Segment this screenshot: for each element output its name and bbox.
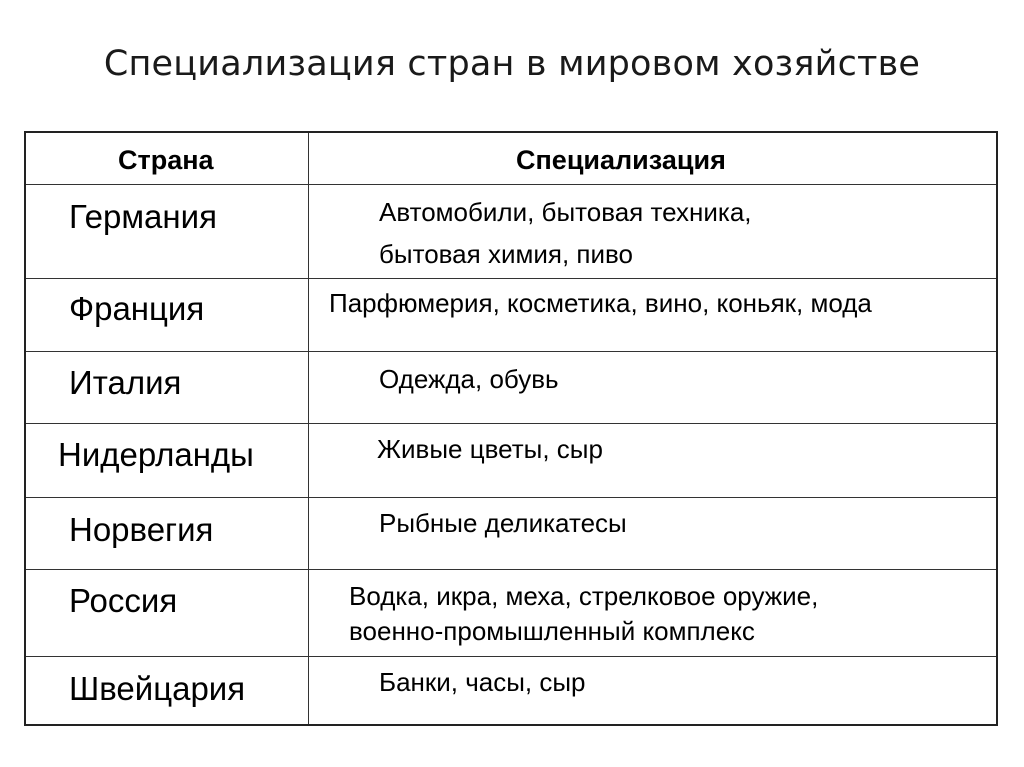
country-name: Норвегия xyxy=(69,511,214,548)
specialization-line: Автомобили, бытовая техника, xyxy=(379,197,752,227)
table-row xyxy=(26,352,996,424)
specialization-line: бытовая химия, пиво xyxy=(379,239,633,269)
table-row xyxy=(26,279,996,352)
specialization-line: Живые цветы, сыр xyxy=(377,434,603,464)
table-row xyxy=(26,185,996,279)
specialization-line: Одежда, обувь xyxy=(379,364,559,394)
table-row xyxy=(26,657,996,724)
table-row xyxy=(26,498,996,570)
header-specialization: Специализация xyxy=(516,145,726,175)
country-name: Нидерланды xyxy=(58,436,254,473)
specialization-line: Банки, часы, сыр xyxy=(379,667,586,697)
country-name: Франция xyxy=(69,290,205,327)
country-name: Швейцария xyxy=(69,670,246,707)
specialization-table xyxy=(24,131,998,726)
header-country: Страна xyxy=(118,145,214,175)
specialization-line: Водка, икра, меха, стрелковое оружие, xyxy=(349,581,819,611)
table-row xyxy=(26,424,996,498)
specialization-line: Рыбные деликатесы xyxy=(379,508,627,538)
country-name: Германия xyxy=(69,198,217,235)
specialization-line: военно-промышленный комплекс xyxy=(349,616,755,646)
table-row xyxy=(26,570,996,657)
country-name: Италия xyxy=(69,364,182,401)
specialization-line: Парфюмерия, косметика, вино, коньяк, мода xyxy=(329,288,872,318)
country-name: Россия xyxy=(69,582,178,619)
table-header-row xyxy=(26,133,996,185)
slide-title: Специализация стран в мировом хозяйстве xyxy=(103,44,921,84)
